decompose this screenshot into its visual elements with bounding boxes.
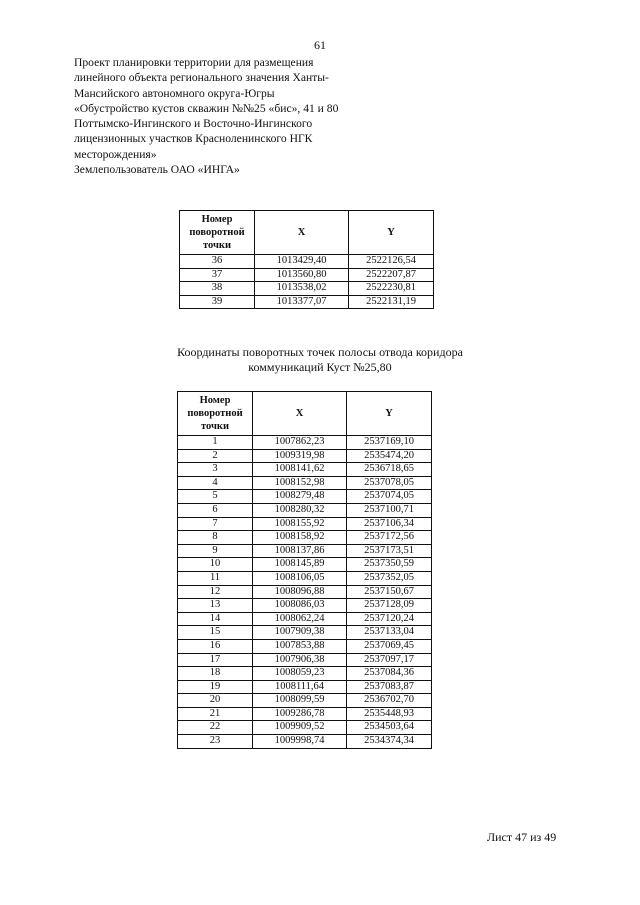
table-row (178, 667, 432, 681)
cell-y: 2537120,24 (347, 612, 432, 626)
cell-point-number: 21 (178, 707, 253, 721)
cell-y: 2522230,81 (349, 282, 434, 296)
table-row (178, 531, 432, 545)
cell-y: 2537173,51 (347, 544, 432, 558)
column-header-y: Y (347, 392, 432, 436)
table-body (180, 255, 434, 309)
cell-x: 1008062,24 (253, 612, 347, 626)
cell-y: 2537069,45 (347, 639, 432, 653)
cell-y: 2537172,56 (347, 531, 432, 545)
header-line: Землепользователь ОАО «ИНГА» (74, 163, 240, 177)
cell-point-number: 9 (178, 544, 253, 558)
cell-x: 1008111,64 (253, 680, 347, 694)
cell-point-number: 38 (180, 282, 255, 296)
cell-point-number: 15 (178, 626, 253, 640)
coordinates-table-b (177, 391, 432, 749)
cell-point-number: 11 (178, 571, 253, 585)
cell-x: 1013560,80 (255, 268, 349, 282)
cell-point-number: 4 (178, 476, 253, 490)
cell-y: 2535448,93 (347, 707, 432, 721)
page-number: 61 (314, 38, 326, 52)
header-line: месторождения» (74, 147, 157, 161)
cell-x: 1008155,92 (253, 517, 347, 531)
table-row (178, 558, 432, 572)
table-row (178, 463, 432, 477)
cell-point-number: 12 (178, 585, 253, 599)
table-header-row (180, 211, 434, 255)
cell-y: 2537083,87 (347, 680, 432, 694)
sheet-counter: Лист 47 из 49 (487, 830, 557, 844)
table-row (178, 490, 432, 504)
cell-point-number: 16 (178, 639, 253, 653)
cell-y: 2537128,09 (347, 599, 432, 613)
cell-x: 1009909,52 (253, 721, 347, 735)
cell-x: 1008141,62 (253, 463, 347, 477)
table-row (178, 694, 432, 708)
column-header-y: Y (349, 211, 434, 255)
header-line: лицензионных участков Красноленинского НГК (74, 132, 313, 146)
header-line: «Обустройство кустов скважин №№25 «бис», 41 и 80 (74, 101, 339, 115)
cell-x: 1008158,92 (253, 531, 347, 545)
cell-x: 1008099,59 (253, 694, 347, 708)
cell-x: 1008086,03 (253, 599, 347, 613)
cell-y: 2537133,04 (347, 626, 432, 640)
cell-point-number: 17 (178, 653, 253, 667)
cell-x: 1008137,86 (253, 544, 347, 558)
cell-x: 1007853,88 (253, 639, 347, 653)
cell-y: 2522207,87 (349, 268, 434, 282)
table-row (178, 680, 432, 694)
header-line: Поттымско-Ингинского и Восточно-Ингинского (74, 117, 313, 131)
cell-y: 2537352,05 (347, 571, 432, 585)
table-row (178, 503, 432, 517)
cell-y: 2537106,34 (347, 517, 432, 531)
table-row (178, 571, 432, 585)
cell-point-number: 37 (180, 268, 255, 282)
cell-x: 1009286,78 (253, 707, 347, 721)
cell-x: 1007909,38 (253, 626, 347, 640)
table-row (178, 585, 432, 599)
cell-x: 1008096,88 (253, 585, 347, 599)
column-header-point: Номер поворотной точки (178, 392, 253, 436)
cell-point-number: 39 (180, 295, 255, 309)
cell-x: 1013429,40 (255, 255, 349, 269)
cell-y: 2537084,36 (347, 667, 432, 681)
cell-y: 2537078,05 (347, 476, 432, 490)
cell-point-number: 14 (178, 612, 253, 626)
table-header-row (178, 392, 432, 436)
cell-point-number: 2 (178, 449, 253, 463)
cell-point-number: 20 (178, 694, 253, 708)
table-row (180, 295, 434, 309)
cell-y: 2537100,71 (347, 503, 432, 517)
header-line: Проект планировки территории для размещения (74, 56, 314, 69)
column-header-x: X (253, 392, 347, 436)
cell-x: 1008152,98 (253, 476, 347, 490)
table-row (178, 544, 432, 558)
cell-point-number: 19 (178, 680, 253, 694)
table-row (178, 735, 432, 749)
document-header (74, 55, 394, 177)
cell-y: 2522131,19 (349, 295, 434, 309)
cell-x: 1008106,05 (253, 571, 347, 585)
section-title-line: Координаты поворотных точек полосы отвода коридора (177, 345, 463, 359)
cell-x: 1008279,48 (253, 490, 347, 504)
cell-x: 1009319,98 (253, 449, 347, 463)
table-body (178, 436, 432, 749)
cell-point-number: 18 (178, 667, 253, 681)
cell-x: 1008059,23 (253, 667, 347, 681)
table-row (178, 517, 432, 531)
cell-y: 2534374,34 (347, 735, 432, 749)
cell-x: 1013538,02 (255, 282, 349, 296)
column-header-x: X (255, 211, 349, 255)
cell-point-number: 22 (178, 721, 253, 735)
section-title-line: коммуникаций Куст №25,80 (248, 360, 392, 374)
coordinates-table-a (179, 210, 434, 309)
table-row (180, 282, 434, 296)
table-row (178, 721, 432, 735)
cell-point-number: 10 (178, 558, 253, 572)
cell-x: 1008145,89 (253, 558, 347, 572)
cell-point-number: 3 (178, 463, 253, 477)
cell-x: 1007862,23 (253, 436, 347, 450)
cell-point-number: 13 (178, 599, 253, 613)
cell-point-number: 7 (178, 517, 253, 531)
cell-y: 2535474,20 (347, 449, 432, 463)
table-row (180, 268, 434, 282)
table-row (180, 255, 434, 269)
header-line: Мансийского автономного округа-Югры (74, 86, 275, 100)
cell-y: 2536718,65 (347, 463, 432, 477)
cell-point-number: 5 (178, 490, 253, 504)
header-line: линейного объекта регионального значения Ханты- (74, 71, 329, 85)
cell-point-number: 6 (178, 503, 253, 517)
cell-point-number: 23 (178, 735, 253, 749)
table-row (178, 639, 432, 653)
cell-y: 2537350,59 (347, 558, 432, 572)
table-row (178, 476, 432, 490)
section-title (0, 345, 640, 375)
cell-y: 2537169,10 (347, 436, 432, 450)
cell-x: 1009998,74 (253, 735, 347, 749)
cell-y: 2537074,05 (347, 490, 432, 504)
cell-y: 2537150,67 (347, 585, 432, 599)
cell-x: 1013377,07 (255, 295, 349, 309)
cell-y: 2522126,54 (349, 255, 434, 269)
cell-x: 1008280,32 (253, 503, 347, 517)
table-row (178, 612, 432, 626)
table-row (178, 653, 432, 667)
table-row (178, 449, 432, 463)
table-row (178, 599, 432, 613)
table-row (178, 436, 432, 450)
table-row (178, 626, 432, 640)
table-row (178, 707, 432, 721)
cell-y: 2534503,64 (347, 721, 432, 735)
cell-y: 2536702,70 (347, 694, 432, 708)
cell-point-number: 36 (180, 255, 255, 269)
cell-point-number: 8 (178, 531, 253, 545)
cell-x: 1007906,38 (253, 653, 347, 667)
cell-y: 2537097,17 (347, 653, 432, 667)
cell-point-number: 1 (178, 436, 253, 450)
column-header-point: Номер поворотной точки (180, 211, 255, 255)
